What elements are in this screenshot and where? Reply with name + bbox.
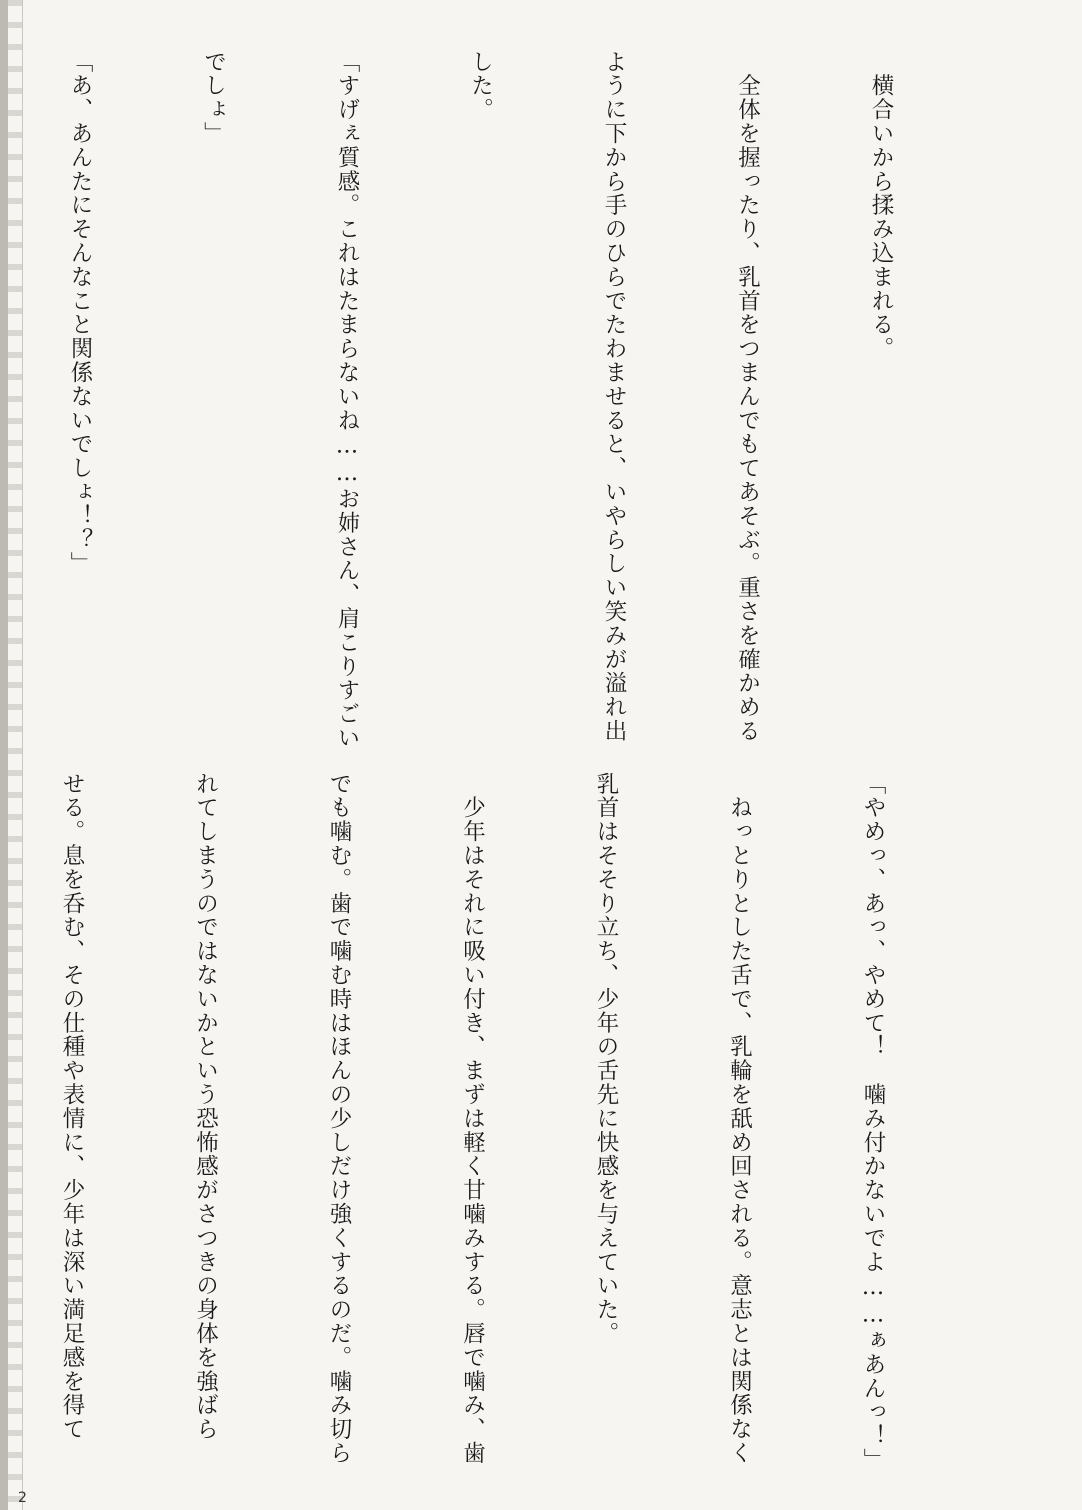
page-number: 2 xyxy=(18,1490,27,1506)
text-line: 少年はそれに吸い付き、まずは軽く甘噛みする。唇で噛み、歯 xyxy=(459,772,486,1466)
text-line: ように下から手のひらでたわませると、いやらしい笑みが溢れ出 xyxy=(601,50,627,744)
text-line: でも噛む。歯で噛む時はほんの少しだけ強くするのだ。噛み切ら xyxy=(326,772,352,1466)
text-line: 「あ、あんたにそんなこと関係ないでしょ！？」 xyxy=(67,50,93,576)
text-line: 乳首はそそり立ち、少年の舌先に快感を与えていた。 xyxy=(593,772,619,1346)
text-line: 「すげぇ質感。これはたまらないね……お姉さん、肩こりすごい xyxy=(334,50,360,751)
text-line: せる。息を呑む、その仕種や表情に、少年は深い満足感を得て xyxy=(59,772,85,1442)
text-line: 横合いから揉み込まれる。 xyxy=(868,50,894,361)
text-line: 全体を握ったり、乳首をつまんでもてあそぶ。重さを確かめる xyxy=(734,50,761,744)
upper-text-block xyxy=(0,50,992,751)
text-line: 「やめっ、あっ、やめて！ 噛み付かないでよ……ぁあんっ！」 xyxy=(860,772,886,1473)
lower-text-block xyxy=(0,772,984,1492)
text-line: ねっとりとした舌で、乳輪を舐め回される。意志とは関係なく xyxy=(726,772,753,1466)
text-line: れてしまうのではないかという恐怖感がさつきの身体を強ばら xyxy=(192,772,219,1442)
text-line: した。 xyxy=(467,50,494,122)
text-line: でしょ」 xyxy=(200,50,227,146)
